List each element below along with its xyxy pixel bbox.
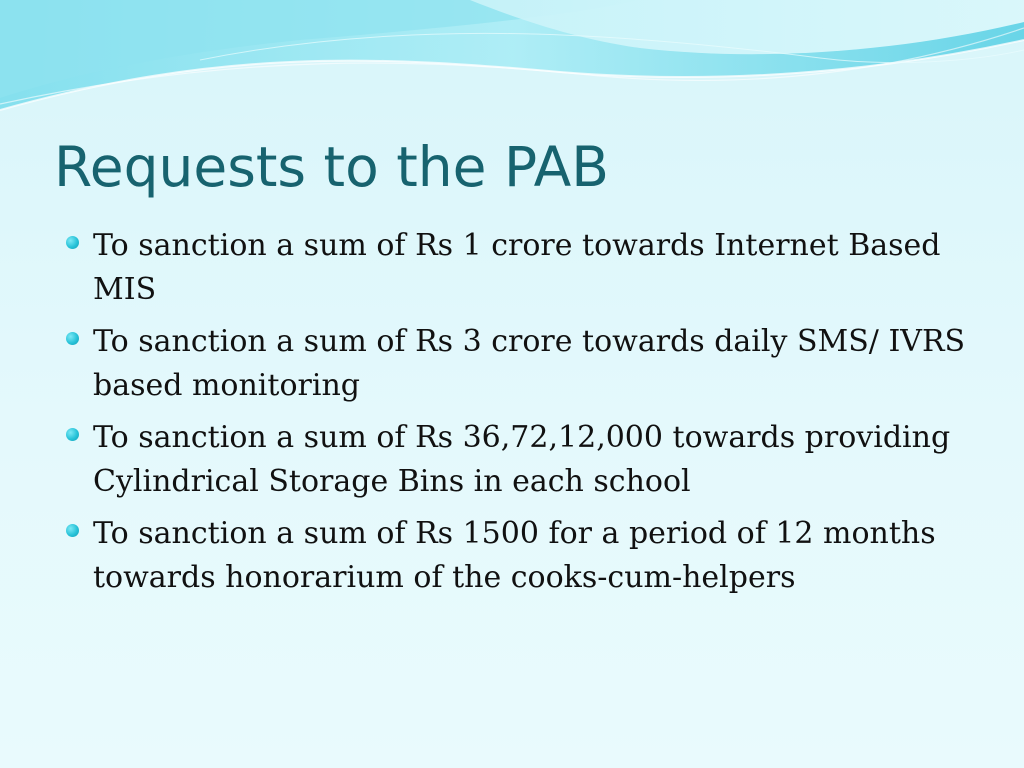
bullet-text: To sanction a sum of Rs 36,72,12,000 towards providing Cylindrical Storage Bins in each school (93, 420, 951, 499)
bullet-list (66, 224, 966, 608)
bullet-item (66, 416, 966, 504)
bullet-item (66, 320, 966, 408)
bullet-item (66, 512, 966, 600)
round-bullet-dot-icon (66, 428, 79, 441)
round-bullet-dot-icon (66, 332, 79, 345)
bullet-text: To sanction a sum of Rs 1500 for a period of 12 months towards honorarium of the cooks-cum-helpers (93, 516, 936, 595)
slide-title: Requests to the PAB (54, 135, 609, 199)
round-bullet-dot-icon (66, 524, 79, 537)
bullet-text: To sanction a sum of Rs 3 crore towards daily SMS/ IVRS based monitoring (93, 324, 966, 403)
bullet-item (66, 224, 966, 312)
round-bullet-dot-icon (66, 236, 79, 249)
decorative-wave-band (0, 0, 1024, 130)
bullet-text: To sanction a sum of Rs 1 crore towards Internet Based MIS (93, 228, 941, 307)
